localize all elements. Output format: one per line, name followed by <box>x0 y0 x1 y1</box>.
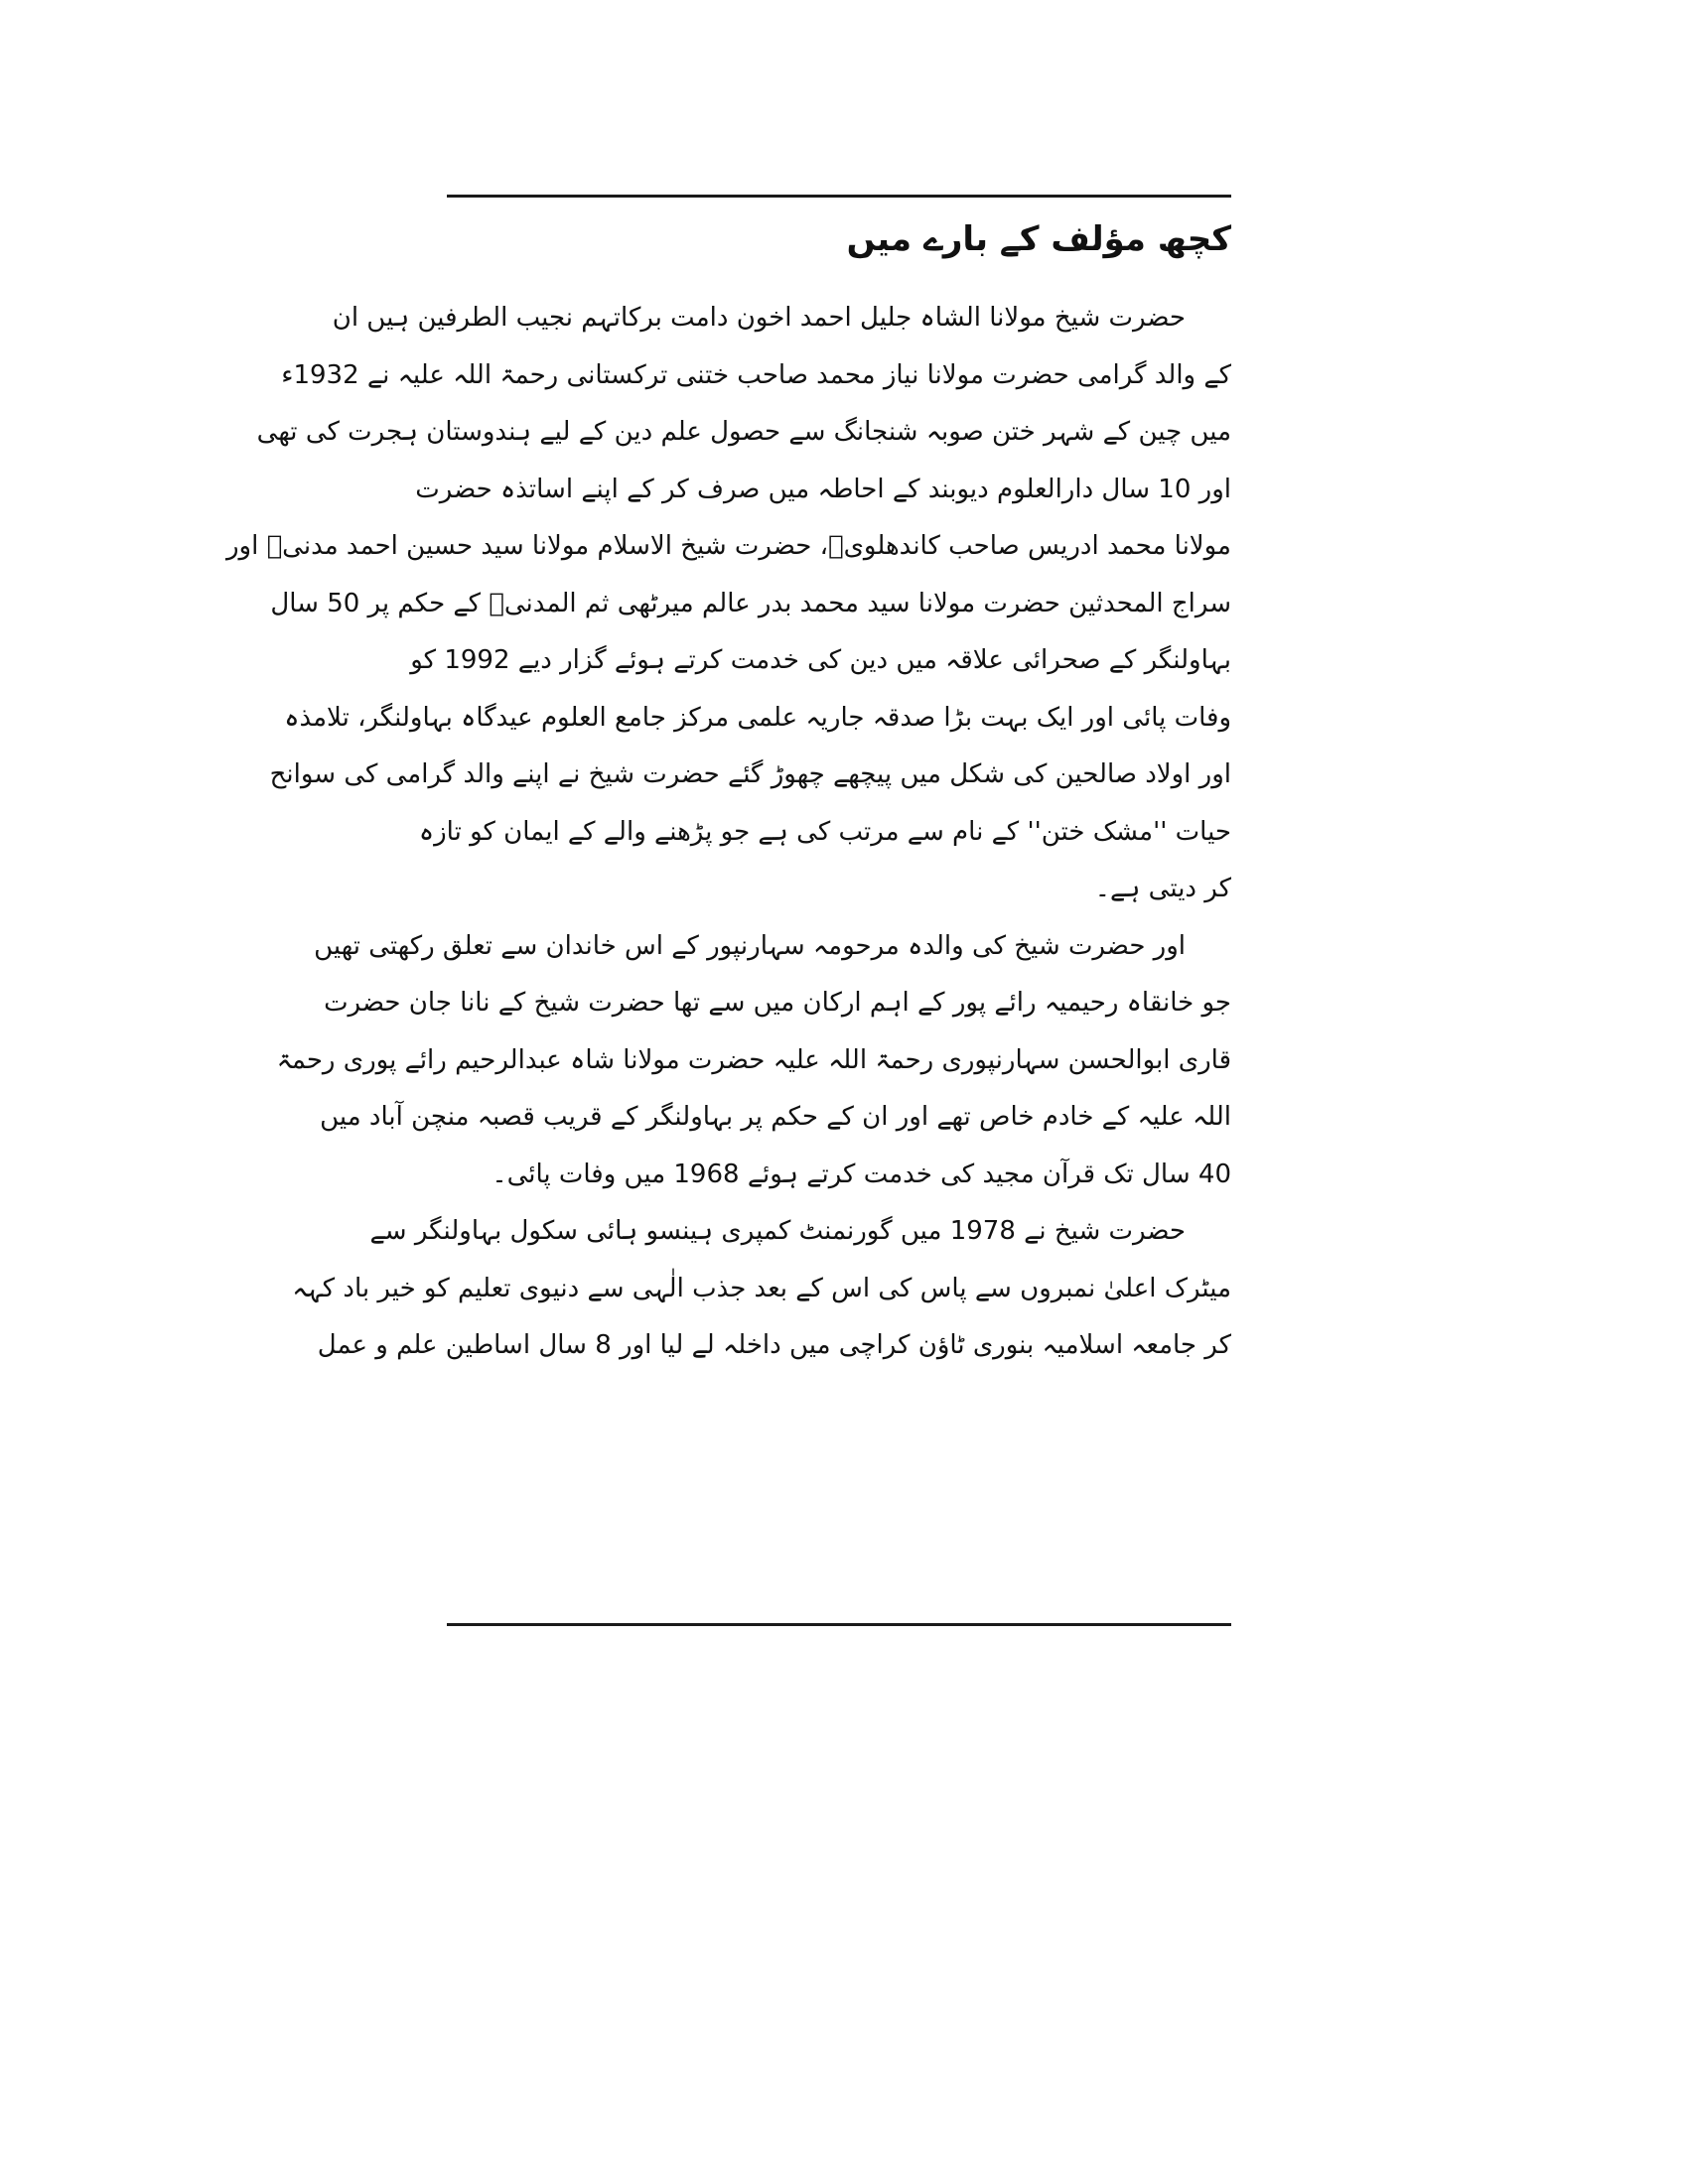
paragraph-education <box>292 1203 1231 1375</box>
paragraph-father <box>225 290 1231 918</box>
text-line: قاری ابوالحسن سہارنپوری رحمۃ اللہ علیہ حضرت مولانا شاہ عبدالرحیم رائے پوری رحمۃ <box>276 1044 1231 1075</box>
text-line: میں چین کے شہر ختن صوبہ شنجانگ سے حصول علم دین کے لیے ہندوستان ہجرت کی تھی <box>256 417 1231 447</box>
text-line: حیات ''مشک ختن'' کے نام سے مرتب کی ہے جو پڑھنے والے کے ایمان کو تازہ <box>418 816 1231 847</box>
text-line: حضرت شیخ نے 1978 میں گورنمنٹ کمپری ہینسو ہائی سکول بہاولنگر سے <box>369 1216 1186 1246</box>
paragraph-mother <box>276 918 1231 1204</box>
text-line: سراج المحدثین حضرت مولانا سید محمد بدر عالم میرٹھی ثم المدنیؒ کے حکم پر 50 سال <box>270 588 1231 618</box>
text-line: کر دیتی ہے۔ <box>1094 874 1231 903</box>
text-line: بہاولنگر کے صحرائی علاقہ میں دین کی خدمت کرتے ہوئے گزار دیے 1992 کو <box>410 645 1231 675</box>
top-divider <box>447 195 1231 198</box>
text-line: اور 10 سال دارالعلوم دیوبند کے احاطہ میں صرف کر کے اپنے اساتذہ حضرت <box>415 474 1231 504</box>
section-heading: کچھ مؤلف کے بارے میں <box>846 219 1231 259</box>
page-content <box>225 208 1231 1375</box>
text-line: اور اولاد صالحین کی شکل میں پیچھے چھوڑ گئے حضرت شیخ نے اپنے والد گرامی کی سوانح <box>269 759 1231 789</box>
text-line: حضرت شیخ مولانا الشاہ جلیل احمد اخون دامت برکاتہم نجیب الطرفین ہیں ان <box>332 303 1186 333</box>
text-line: جو خانقاہ رحیمیہ رائے پور کے اہم ارکان میں سے تھا حضرت شیخ کے نانا جان حضرت <box>324 988 1231 1018</box>
text-line: اللہ علیہ کے خادم خاص تھے اور ان کے حکم پر بہاولنگر کے قریب قصبہ منچن آباد میں <box>320 1102 1231 1132</box>
text-line: 40 سال تک قرآن مجید کی خدمت کرتے ہوئے 1968 میں وفات پائی۔ <box>492 1159 1231 1189</box>
text-line: وفات پائی اور ایک بہت بڑا صدقہ جاریہ علمی مرکز جامع العلوم عیدگاہ بہاولنگر، تلامذہ <box>284 702 1231 733</box>
text-line: اور حضرت شیخ کی والدہ مرحومہ سہارنپور کے اس خاندان سے تعلق رکھتی تھیں <box>314 930 1186 961</box>
bottom-divider <box>447 1623 1231 1626</box>
text-line: کر جامعہ اسلامیہ بنوری ٹاؤن کراچی میں داخلہ لے لیا اور 8 سال اساطین علم و عمل <box>317 1330 1231 1360</box>
text-line: میٹرک اعلیٰ نمبروں سے پاس کی اس کے بعد جذب الٰہی سے دنیوی تعلیم کو خیر باد کہہ <box>292 1273 1231 1303</box>
text-line: مولانا محمد ادریس صاحب کاندھلویؒ، حضرت شیخ الاسلام مولانا سید حسین احمد مدنیؒ اور <box>225 531 1231 561</box>
text-line: کے والد گرامی حضرت مولانا نیاز محمد صاحب ختنی ترکستانی رحمۃ اللہ علیہ نے 1932ء <box>281 359 1231 390</box>
